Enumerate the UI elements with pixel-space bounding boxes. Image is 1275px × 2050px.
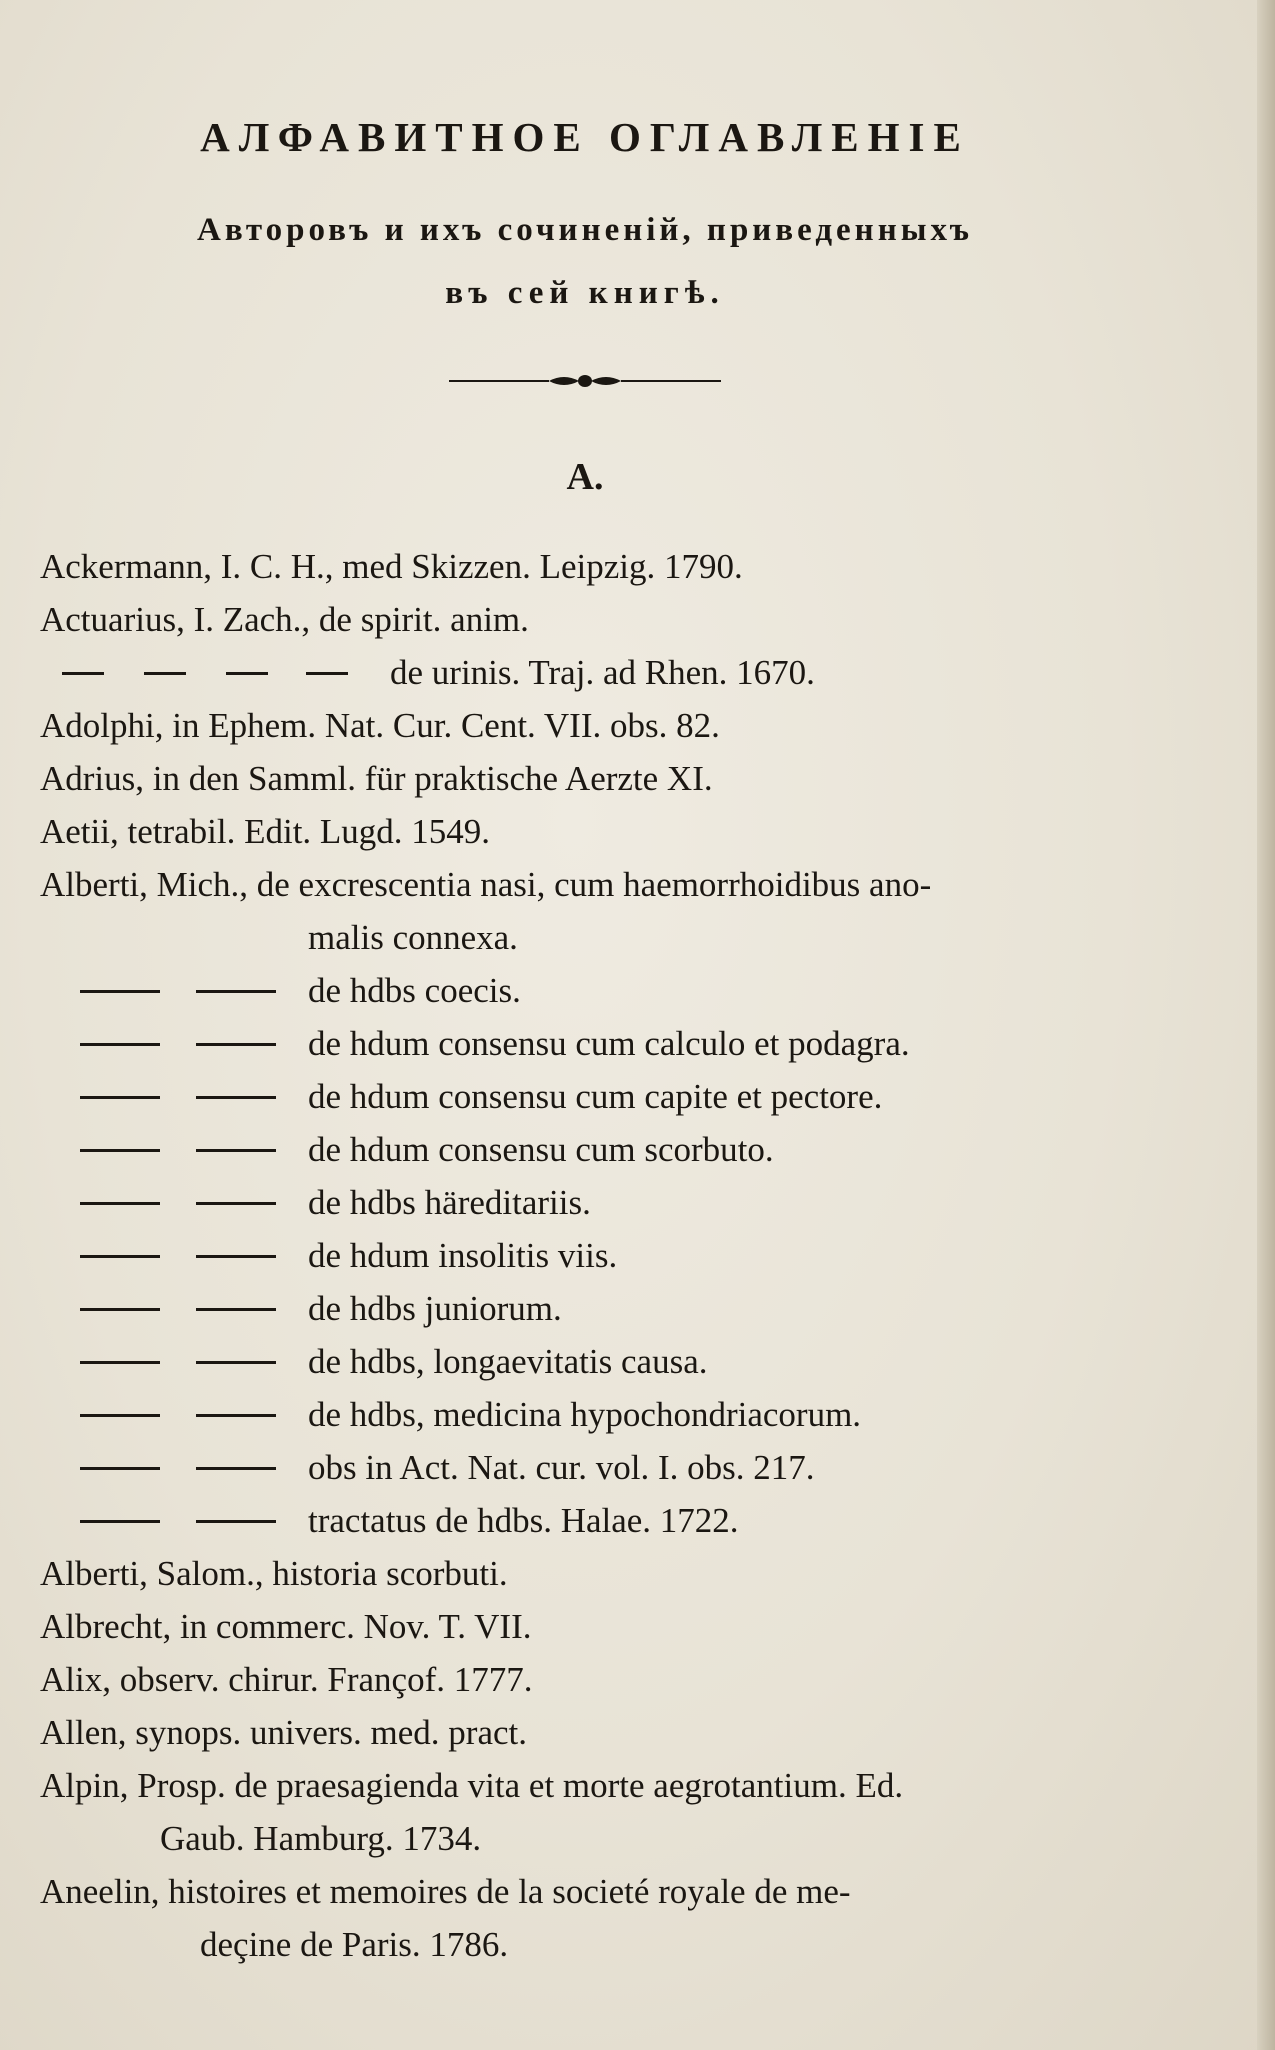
- section-letter: A.: [566, 456, 604, 498]
- ditto-dash: [80, 1308, 160, 1311]
- entry-text: Albrecht, in commerc. Nov. T. VII.: [40, 1607, 532, 1646]
- entry-text: obs in Act. Nat. cur. vol. I. obs. 217.: [308, 1448, 815, 1487]
- list-item: [0, 1706, 1275, 1759]
- list-item: [0, 1494, 1275, 1547]
- entry-text: Gaub. Hamburg. 1734.: [160, 1819, 482, 1858]
- entry-text: de hdbs coecis.: [308, 971, 521, 1010]
- entry-text: de hdum consensu cum calculo et podagra.: [308, 1024, 910, 1063]
- list-item: [0, 1017, 1275, 1070]
- entry-text: de hdbs juniorum.: [308, 1289, 562, 1328]
- entry-text: de hdum consensu cum scorbuto.: [308, 1130, 774, 1169]
- list-item: [0, 858, 1275, 911]
- index-list: [0, 540, 1275, 1971]
- list-item: [0, 1547, 1275, 1600]
- ditto-dash: [196, 990, 276, 993]
- list-item: [0, 1176, 1275, 1229]
- page-subtitle-line-1: Авторовъ и ихъ сочиненій, приведенныхъ: [197, 212, 973, 248]
- entry-text: Alix, observ. chirur. Françof. 1777.: [40, 1660, 533, 1699]
- entry-text: Ackermann, I. C. H., med Skizzen. Leipzig. 1790.: [40, 547, 743, 586]
- list-item: [0, 1123, 1275, 1176]
- page-edge: [1257, 0, 1275, 2050]
- ditto-dash: [80, 1096, 160, 1099]
- list-item: [0, 1441, 1275, 1494]
- ditto-dash: [80, 990, 160, 993]
- list-item: [0, 911, 1275, 964]
- entry-text: de hdbs, longaevitatis causa.: [308, 1342, 708, 1381]
- ditto-dash: [196, 1255, 276, 1258]
- entry-text: de hdbs häreditariis.: [308, 1183, 591, 1222]
- list-item: [0, 699, 1275, 752]
- list-item: [0, 1335, 1275, 1388]
- ditto-dash: [196, 1414, 276, 1417]
- ditto-dash: [80, 1202, 160, 1205]
- list-item: [0, 1812, 1275, 1865]
- page-subtitle-line-2: въ сей книгѣ.: [445, 275, 725, 311]
- list-item: [0, 646, 1275, 699]
- list-item: [0, 540, 1275, 593]
- entry-text: malis connexa.: [308, 918, 518, 957]
- ditto-dash: [196, 1149, 276, 1152]
- list-item: [0, 1282, 1275, 1335]
- ditto-dash: [80, 1149, 160, 1152]
- list-item: [0, 593, 1275, 646]
- list-item: [0, 1865, 1275, 1918]
- list-item: [0, 805, 1275, 858]
- entry-text: Allen, synops. univers. med. pract.: [40, 1713, 527, 1752]
- ditto-dash: [196, 1467, 276, 1470]
- entry-text: de urinis. Traj. ad Rhen. 1670.: [390, 653, 815, 692]
- ditto-dash: [226, 672, 268, 675]
- ditto-dash: [306, 672, 348, 675]
- entry-text: de hdbs, medicina hypochondriacorum.: [308, 1395, 862, 1434]
- entry-text: Aneelin, histoires et memoires de la societé royale de me-: [40, 1872, 851, 1911]
- list-item: [0, 964, 1275, 1017]
- entry-text: Alberti, Mich., de excrescentia nasi, cum haemorrhoidibus ano-: [40, 865, 932, 904]
- entry-text: de hdum insolitis viis.: [308, 1236, 618, 1275]
- ditto-dash: [80, 1361, 160, 1364]
- list-item: [0, 1653, 1275, 1706]
- entry-text: Alpin, Prosp. de praesagienda vita et morte aegrotantium. Ed.: [40, 1766, 904, 1805]
- entry-text: Actuarius, I. Zach., de spirit. anim.: [40, 600, 529, 639]
- ditto-dash: [196, 1202, 276, 1205]
- list-item: [0, 752, 1275, 805]
- entry-text: Adrius, in den Samml. für praktische Aerzte XI.: [40, 759, 713, 798]
- list-item: [0, 1600, 1275, 1653]
- ditto-dash: [196, 1520, 276, 1523]
- list-item: [0, 1388, 1275, 1441]
- ditto-dash: [144, 672, 186, 675]
- entry-text: Adolphi, in Ephem. Nat. Cur. Cent. VII. obs. 82.: [40, 706, 720, 745]
- list-item: [0, 1229, 1275, 1282]
- ditto-dash: [196, 1361, 276, 1364]
- page-title: АЛФАВИТНОЕ ОГЛАВЛЕНІЕ: [200, 114, 970, 160]
- entry-text: de hdum consensu cum capite et pectore.: [308, 1077, 883, 1116]
- ditto-dash: [80, 1043, 160, 1046]
- ditto-dash: [80, 1414, 160, 1417]
- ditto-dash: [62, 672, 104, 675]
- entry-text: deçine de Paris. 1786.: [200, 1925, 509, 1964]
- ditto-dash: [196, 1308, 276, 1311]
- list-item: [0, 1759, 1275, 1812]
- ditto-dash: [196, 1043, 276, 1046]
- ditto-dash: [80, 1520, 160, 1523]
- list-item: [0, 1918, 1275, 1971]
- ornament-divider-icon: [449, 369, 721, 393]
- ditto-dash: [80, 1467, 160, 1470]
- entry-text: tractatus de hdbs. Halae. 1722.: [308, 1501, 739, 1540]
- ditto-dash: [196, 1096, 276, 1099]
- entry-text: Alberti, Salom., historia scorbuti.: [40, 1554, 508, 1593]
- ditto-dash: [80, 1255, 160, 1258]
- list-item: [0, 1070, 1275, 1123]
- entry-text: Aetii, tetrabil. Edit. Lugd. 1549.: [40, 812, 491, 851]
